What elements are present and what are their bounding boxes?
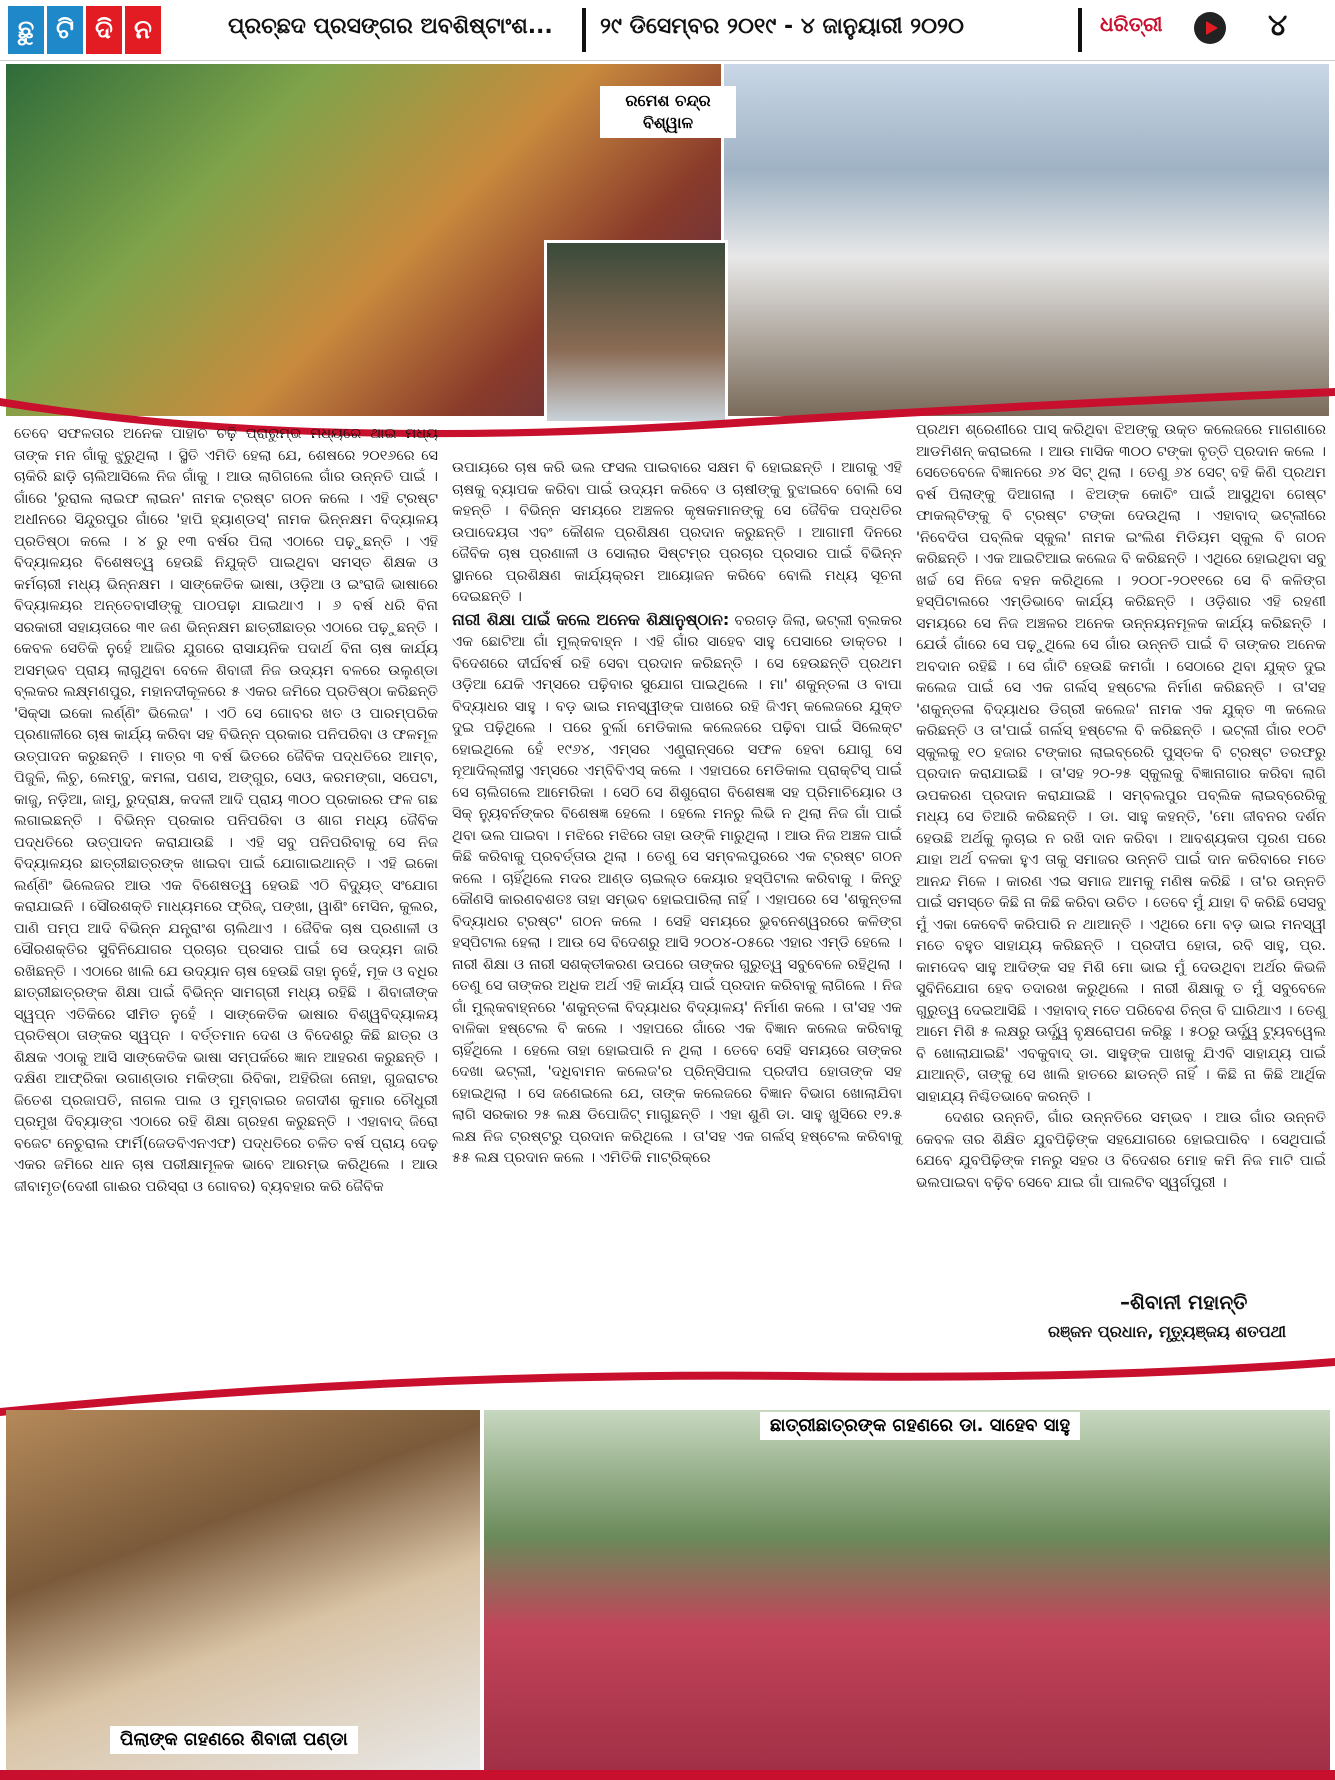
article-paragraph: ତେବେ ସଫଳତାର ଅନେକ ପାହାଚ ଚଢ଼ି ପ୍ରାରୁମ୍ଭ ମଧ୍ୟରେ ଥାଇ ମଧ୍ୟ ତାଙ୍କ ମନ ଗାଁକୁ ଝୁରୁଥିଲା । ସ୍ଥିତି ଏମିତି ହେଲା ଯେ, ଶେଷରେ ୨୦୧୬ରେ ସେ ଚାକିରି ଛାଡ଼ି ଚାଲିଆସିଲେ ନିଜ ଗାଁକୁ । ଆଉ ଲାଗିଗଲେ ଗାଁର ଉନ୍ନତି ପାଇଁ । ଗାଁରେ 'ରୁରାଲ ଲାଇଫ ଲାଇନ' ନାମକ ଟ୍ରଷ୍ଟ ଗଠନ କଲେ । ଏହି ଟ୍ରଷ୍ଟ ଅଧୀନରେ ସିନ୍ଦୁରପୁର ଗାଁରେ 'ହାପି ହ୍ୟାଣ୍ଡସ୍' ନାମକ ଭିନ୍ନକ୍ଷମ ବିଦ୍ୟାଳୟ ପ୍ରତିଷ୍ଠା କଲେ । ୪ ରୁ ୧୩ ବର୍ଷର ପିଲା ଏଠାରେ ପଢ଼ୁଛନ୍ତି । ଏହି ବିଦ୍ୟାଳୟର ବିଶେଷତ୍ୱ ହେଉଛି ନିଯୁକ୍ତି ପାଇଥିବା ସମସ୍ତ ଶିକ୍ଷକ ଓ କର୍ମଚାରୀ ମଧ୍ୟ ଭିନ୍ନକ୍ଷମ । ସାଙ୍କେତିକ ଭାଷା, ଓଡ଼ିଆ ଓ ଇଂରାଜି ଭାଷାରେ ବିଦ୍ୟାଳୟର ଅନ୍ତେବାସୀଙ୍କୁ ପାଠପଢ଼ା ଯାଇଥାଏ । ୬ ବର୍ଷ ଧରି ବିନା ସରକାରୀ ସହାୟତାରେ ୩୧ ଜଣ ଭିନ୍ନକ୍ଷମ ଛାତ୍ରୀଛାତ୍ର ଏଠାରେ ପଢ଼ୁଛନ୍ତି । କେବଳ ସେତିକି ନୁହେଁ ଆଜିର ଯୁଗରେ ରାସାୟନିକ ପଦାର୍ଥ ବିନା ଚାଷ କାର୍ଯ୍ୟ ଅସମ୍ଭବ ପ୍ରାୟ ଲାଗୁଥିବା ବେଳେ ଶିବାଜୀ ନିଜ ଉଦ୍ୟମ ବଳରେ ଉଲୁଣ୍ଡା ବ୍ଲକର ଲକ୍ଷ୍ମଣପୁର, ମହାନଦୀକୂଳରେ ୫ ଏକର ଜମିରେ ପ୍ରତିଷ୍ଠା କରିଛନ୍ତି 'ସିକ୍ସା ଇକୋ ଲର୍ଣ୍ଣିଂ ଭିଲେଜ' । ଏଠି ସେ ଗୋବର ଖତ ଓ ପାରମ୍ପରିକ ପ୍ରଣାଳୀରେ ଚାଷ କାର୍ଯ୍ୟ କରିବା ସହ ବିଭିନ୍ନ ପ୍ରକାର ପନିପରିବା ଓ ଫଳମୂଳ ଉତ୍ପାଦନ କରୁଛନ୍ତି । ମାତ୍ର ୩ ବର୍ଷ ଭିତରେ ଜୈବିକ ପଦ୍ଧତିରେ ଆମ୍ବ, ପିଜୁଳି, ଲିଚୁ, ଲେମ୍ବୁ, କମଳା, ପଣସ, ଅଙ୍ଗୁର, ସେଓ, କରମଙ୍ଗା, ସପେଟା, କାଜୁ, ନଡ଼ିଆ, ଜାମୁ, ରୁଦ୍ରାକ୍ଷ, କଦଳୀ ଆଦି ପ୍ରାୟ ୩୦୦ ପ୍ରକାରର ଫଳ ଗଛ ଲଗାଇଛନ୍ତି । ବିଭିନ୍ନ ପ୍ରକାର ପନିପରିବା ଓ ଶାଗ ମଧ୍ୟ ଜୈବିକ ପଦ୍ଧତିରେ ଉତ୍ପାଦନ କରାଯାଉଛି । ଏହି ସବୁ ପନିପରିବାକୁ ସେ ନିଜ ବିଦ୍ୟାଳୟର ଛାତ୍ରୀଛାତ୍ରଙ୍କ ଖାଇବା ପାଇଁ ଯୋଗାଇଥାନ୍ତି । ଏହି ଇକୋ ଲର୍ଣ୍ଣିଂ ଭିଲେଜର ଆଉ ଏକ ବିଶେଷତ୍ୱ ହେଉଛି ଏଠି ବିଦ୍ୟୁତ୍ ସଂଯୋଗ କରାଯାଇନି । ସୌରଶକ୍ତି ମାଧ୍ୟମରେ ଫ୍ରିଜ୍, ପଙ୍ଖା, ୱାଶିଂ ମେସିନ, କୁଲର, ପାଣି ପମ୍ପ ଆଦି ବିଭିନ୍ନ ଯନ୍ତ୍ରାଂଶ ଚାଲିଥାଏ । ଜୈବିକ ଚାଷ ପ୍ରଣାଳୀ ଓ ସୌରଶକ୍ତିର ସୁବିନିଯୋଗର ପ୍ରଚାର ପ୍ରସାର ପାଇଁ ସେ ଉଦ୍ୟମ ଜାରି ରଖିଛନ୍ତି । ଏଠାରେ ଖାଲି ଯେ ଉଦ୍ୟାନ ଚାଷ ହେଉଛି ତାହା ନୁହେଁ, ମୂକ ଓ ବଧିର ଛାତ୍ରୀଛାତ୍ରଙ୍କ ଶିକ୍ଷା ପାଇଁ ବିଭିନ୍ନ ସାମଗ୍ରୀ ମଧ୍ୟ ରହିଛି । ଶିବାଜୀଙ୍କ ସ୍ୱପ୍ନ ଏତିକିରେ ସୀମିତ ନୁହେଁ । ସାଙ୍କେତିକ ଭାଷାର ବିଶ୍ୱବିଦ୍ୟାଳୟ ପ୍ରତିଷ୍ଠା ତାଙ୍କର ସ୍ୱପ୍ନ । ବର୍ତ୍ତମାନ ଦେଶ ଓ ବିଦେଶରୁ କିଛି ଛାତ୍ର ଓ ଶିକ୍ଷକ ଏଠାକୁ ଆସି ସାଙ୍କେତିକ ଭାଷା ସମ୍ପର୍କରେ ଜ୍ଞାନ ଆହରଣ କରୁଛନ୍ତି । ଦକ୍ଷିଣ ଆଫ୍ରିକା ଉଗାଣ୍ଡାର ମକିଙ୍ଗା ରିବିକା, ଅହିରିଜା ନୋହା, ଗୁଜରାଟର ଜିତେଶ ପ୍ରଜାପତି, ନାଗଲ ପାଲ ଓ ମୁମ୍ବାଇର ଜଗଦୀଶ କୁମାର ଚୌଧୁରୀ ପ୍ରମୁଖ ଦିବ୍ୟାଙ୍ଗ ଏଠାରେ ରହି ଶିକ୍ଷା ଗ୍ରହଣ କରୁଛନ୍ତି । ଏହାବାଦ୍ ଜିରୋ ବଜେଟ ନେଚୁରାଲ ଫାର୍ମି(ଜେଡବିଏନଏଫ) ପଦ୍ଧତିରେ ଚଳିତ ବର୍ଷ ପ୍ରାୟ ଦେଢ଼ ଏକର ଜମିରେ ଧାନ ଚାଷ ପରୀକ୍ଷାମୂଳକ ଭାବେ ଆରମ୍ଭ କରିଥିଲେ । ଆଉ ଜୀବାମୃତ(ଦେଶୀ ଗାଈର ପରିସ୍ରା ଓ ଗୋବର) ବ୍ୟବହାର କରି ଜୈବିକ (14, 426, 438, 1195)
students-photo (484, 1410, 1330, 1774)
article-paragraph: ପ୍ରଥମ ଶ୍ରେଣୀରେ ପାସ୍ କରିଥିବା ଝିଅଙ୍କୁ ଉକ୍ତ କଲେଜରେ ମାଗଣାରେ ଆଡମିଶନ୍ କରାଇଲେ । ଆଉ ମାସିକ ୩୦୦ ଟଙ୍କା ବୃତ୍ତି ପ୍ରଦାନ କଲେ । ସେତେବେଳେ ବିଜ୍ଞାନରେ ୬୪ ସିଟ୍ ଥିଲା । ତେଣୁ ୬୪ ସେଟ୍ ବହି କିଣି ପ୍ରଥମ ବର୍ଷ ପିଲାଙ୍କୁ ଦିଆଗଲା । ଝିଅଙ୍କ କୋଚିଂ ପାଇଁ ଆସୁଥିବା ଗେଷ୍ଟ ଫାକଲ୍ଟିଙ୍କୁ ବି ଟ୍ରଷ୍ଟ ଟଙ୍କା ଦେଉଥିଲା । ଏହାବାଦ୍ ଭଟ୍ଲୀରେ 'ନିବେଦିତା ପବ୍ଲିକ ସ୍କୁଲ' ନାମକ ଇଂଲିଶ ମିଡିୟମ ସ୍କୁଲ ବି ଗଠନ କରିଛନ୍ତି । ଏକ ଆଇଟିଆଇ କଲେଜ ବି କରିଛନ୍ତି । ଏଥିରେ ହୋଇଥିବା ସବୁ ଖର୍ଚ୍ଚ ସେ ନିଜେ ବହନ କରିଥିଲେ । ୨୦୦୮-୨୦୧୧ରେ ସେ ବି କଳିଙ୍ଗ ହସ୍ପିଟାଲରେ ଏମ୍ଡିଭାବେ କାର୍ଯ୍ୟ କରିଛନ୍ତି । ଓଡ଼ିଶାର ଏହି ରହଣୀ ସମୟରେ ସେ ନିଜ ଅଞ୍ଚଳର ଅନେକ ଉନ୍ନୟନମୂଳକ କାର୍ଯ୍ୟ କରିଛନ୍ତି । ଯେଉଁ ଗାଁରେ ସେ ପଢ଼ୁଥିଲେ ସେ ଗାଁର ଉନ୍ନତି ପାଇଁ ବି ତାଙ୍କର ଅନେକ ଅବଦାନ ରହିଛି । ସେ ଗାଁଟି ହେଉଛି କମଗାଁ । ସେଠାରେ ଥିବା ଯୁକ୍ତ ଦୁଇ କଲେଜ ପାଇଁ ସେ ଏକ ଗର୍ଲସ୍ ହଷ୍ଟେଲ ନିର୍ମାଣ କରିଛନ୍ତି । ତା'ସହ 'ଶକୁନ୍ତଳା ବିଦ୍ୟାଧର ଡିଗ୍ରୀ କଲେଜ' ନାମକ ଏକ ଯୁକ୍ତ ୩ କଲେଜ କରିଛନ୍ତି ଓ ତା'ପାଇଁ ଗର୍ଲସ୍ ହଷ୍ଟେଲ ବି କରିଛନ୍ତି । ଭଟ୍ଲୀ ଗାଁର ୧୦ଟି ସ୍କୁଲକୁ ୧୦ ହଜାର ଟଙ୍କାର ଲାଇବ୍ରେରି ପୁସ୍ତକ ବି ଟ୍ରଷ୍ଟ ତରଫରୁ ପ୍ରଦାନ କରାଯାଇଛି । ତା'ସହ ୨୦-୨୫ ସ୍କୁଲକୁ ବିଜ୍ଞାନାଗାର କରିବା ଲାଗି ଉପକରଣ ପ୍ରଦାନ କରାଯାଇଛି । ସମ୍ବଲପୁର ପବ୍ଲିକ ଲାଇବ୍ରେରିକୁ ମଧ୍ୟ ସେ ତିଆରି କରିଛନ୍ତି । ଡା. ସାହୁ କହନ୍ତି, 'ମୋ ଜୀବନର ଦର୍ଶନ ହେଉଛି ଅର୍ଥକୁ ଲୁଚାଇ ନ ରଖି ଦାନ କରିବା । ଆବଶ୍ୟକତା ପୂରଣ ପରେ ଯାହା ଅର୍ଥ ବଳକା ହୁଏ ତାକୁ ସମାଜର ଉନ୍ନତି ପାଇଁ ଦାନ କରିବାରେ ମତେ ଆନନ୍ଦ ମିଳେ । କାରଣ ଏଇ ସମାଜ ଆମକୁ ମଣିଷ କରିଛି । ତା'ର ଉନ୍ନତି ପାଇଁ ସମସ୍ତେ କିଛି ନା କିଛି କରିବା ଉଚିତ । ତେବେ ମୁଁ ଯାହା ବି କରିଛି ସେସବୁ ମୁଁ ଏକା କେବେବି କରିପାରି ନ ଥାଆନ୍ତି । ଏଥିରେ ମୋ ବଡ଼ ଭାଇ ମନସ୍ୱୀ ମତେ ବହୁତ ସାହାଯ୍ୟ କରିଛନ୍ତି । ପ୍ରଦୀପ ହୋତା, ରବି ସାହୁ, ପ୍ର. କାମଦେବ ସାହୁ ଆଦିଙ୍କ ସହ ମିଶି ମୋ ଭାଇ ମୁଁ ଦେଉଥିବା ଅର୍ଥର କିଭଳି ସୁବିନିଯୋଗ ହେବ ତଦାରଖ କରୁଥିଲେ । ନାରୀ ଶିକ୍ଷାକୁ ତ ମୁଁ ସବୁବେଳେ ଗୁରୁତ୍ୱ ଦେଇଆସିଛି । ଏହାବାଦ୍ ମତେ ପରିବେଶ ଚିନ୍ତା ବି ଘାରିଥାଏ । ତେଣୁ ଆମେ ମିଶି ୫ ଲକ୍ଷରୁ ଊର୍ଦ୍ଧ୍ୱ ବୃକ୍ଷରୋପଣ କରିଛୁ । ୫୦ରୁ ଊର୍ଦ୍ଧ୍ୱ ଟ୍ୟୁବୱେଲ ବି ଖୋଲାଯାଇଛି' ଏବକୁବାଦ୍ ଡା. ସାହୁଙ୍କ ପାଖକୁ ଯିଏବି ସାହାଯ୍ୟ ପାଇଁ ଯାଆନ୍ତି, ତାଙ୍କୁ ସେ ଖାଲି ହାତରେ ଛାଡନ୍ତି ନାହିଁ । କିଛି ନା କିଛି ଆର୍ଥିକ ସାହାଯ୍ୟ ନିଶ୍ଚିତଭାବେ କରନ୍ତି । (916, 422, 1326, 1105)
brand-name: ଧରିତ୍ରୀ (1100, 12, 1163, 36)
divider (582, 8, 586, 52)
photo-credits: ରଞ୍ଜନ ପ୍ରଧାନ, ମୃତ୍ୟୁଞ୍ଜୟ ଶତପଥୀ (1048, 1322, 1287, 1341)
logo-letter: ନ (125, 6, 161, 54)
article-column-1 (14, 424, 438, 1198)
article-paragraph: ଉପାୟରେ ଚାଷ କରି ଭଲ ଫସଲ ପାଇବାରେ ସକ୍ଷମ ବି ହୋଇଛନ୍ତି । ଆଗକୁ ଏହି ଚାଷକୁ ବ୍ୟାପକ କରିବା ପାଇଁ ଉଦ୍ୟମ କରିବେ ଓ ଚାଷୀଙ୍କୁ ବୁଝାଇବେ ବୋଲି ସେ କହନ୍ତି । ବିଭିନ୍ନ ସମୟରେ ଅଞ୍ଚଳର କୃଷକମାନଙ୍କୁ ସେ ଜୈବିକ ପଦ୍ଧତିର ଉପାଦେୟତା ଏବଂ କୌଶଳ ପ୍ରଶିକ୍ଷଣ ପ୍ରଦାନ କରୁଛନ୍ତି । ଆଗାମୀ ଦିନରେ ଜୈବିକ ଚାଷ ପ୍ରଣାଳୀ ଓ ସୋଲାର ସିଷ୍ଟମ୍ର ପ୍ରଚାର ପ୍ରସାର ପାଇଁ ବିଭିନ୍ନ ସ୍ଥାନରେ ପ୍ରଶିକ୍ଷଣ କାର୍ଯ୍ୟକ୍ରମ ଆୟୋଜନ କରିବେ ବୋଲି ମଧ୍ୟ ସୂଚନା ଦେଇଛନ୍ତି । (452, 460, 902, 605)
article-column-2 (452, 458, 902, 1170)
children-caption: ପିଲାଙ୍କ ଗହଣରେ ଶିବାଜୀ ପଣ୍ଡା (110, 1726, 358, 1754)
article-column-3 (916, 420, 1326, 1194)
article-paragraph: ବରଗଡ଼ ଜିଲା, ଭଟ୍ଲୀ ବ୍ଲକର ଏକ ଛୋଟିଆ ଗାଁ ମୁଲ୍କବାହ୍ନ । ଏହି ଗାଁର ସାହେବ ସାହୁ ପେସାରେ ଡାକ୍ତର । ବିଦେଶରେ ଦୀର୍ଘବର୍ଷ ରହି ସେବା ପ୍ରଦାନ କରିଛନ୍ତି । ସେ ହେଉଛନ୍ତି ପ୍ରଥମ ଓଡ଼ିଆ ଯେକି ଏମ୍ସରେ ପଢ଼ିବାର ସୁଯୋଗ ପାଇଥିଲେ । ମା' ଶକୁନ୍ତଳା ଓ ବାପା ବିଦ୍ୟାଧର ସାହୁ । ବଡ଼ ଭାଇ ମନସ୍ୱୀଙ୍କ ପାଖରେ ରହି ଜିଏମ୍ କଲେଜରେ ଯୁକ୍ତ ଦୁଇ ପଢ଼ିଥିଲେ । ପରେ ବୁର୍ଲା ମେଡିକାଲ କଲେଜରେ ପଢ଼ିବା ପାଇଁ ସିଲେକ୍ଟ ହୋଇଥିଲେ ହେଁ ୧୯୬୪, ଏମ୍ସର ଏଣ୍ଟ୍ରାନ୍ସରେ ସଫଳ ହେବା ଯୋଗୁ ସେ ନୂଆଦିଲ୍ଲୀସ୍ଥ ଏମ୍ସରେ ଏମ୍ବିବିଏସ୍ କଲେ । ଏହାପରେ ମେଡିକାଲ ପ୍ରାକ୍ଟିସ୍ ପାଇଁ ସେ ଚାଲିଗଲେ ଆମେରିକା । ସେଠି ସେ ଶିଶୁରୋଗ ବିଶେଷଜ୍ଞ ସହ ପ୍ରିମାଚିୟୋର ଓ ସିକ୍ ନ୍ୟୁବର୍ନଙ୍କର ବିଶେଷଜ୍ଞ ହେଲେ । ହେଲେ ମନରୁ ଲିଭି ନ ଥିଲା ନିଜ ଗାଁ ପାଇଁ ଥିବା ଭଲ ପାଇବା । ମଝିରେ ମଝିରେ ତାହା ଉଙ୍କି ମାରୁଥିଲା । ଆଉ ନିଜ ଅଞ୍ଚଳ ପାଇଁ କିଛି କରିବାକୁ ପ୍ରବର୍ତ୍ତାଉ ଥିଲା । ତେଣୁ ସେ ସମ୍ବଲପୁରରେ ଏକ ଟ୍ରଷ୍ଟ ଗଠନ କଲେ । ଚାହିଁଥିଲେ ମଦର ଆଣ୍ଡ ଚାଇଲ୍ଡ କେୟାର ହସ୍ପିଟାଲ କରିବାକୁ । କିନ୍ତୁ କୌଣସି କାରଣବଶତଃ ତାହା ସମ୍ଭବ ହୋଇପାରିଲା ନାହିଁ । ଏହାପରେ ସେ 'ଶକୁନ୍ତଳା ବିଦ୍ୟାଧର ଟ୍ରଷ୍ଟ' ଗଠନ କଲେ । ସେହି ସମୟରେ ଭୁବନେଶ୍ୱରରେ କଳିଙ୍ଗ ହସ୍ପିଟାଲ ହେଲା । ଆଉ ସେ ବିଦେଶରୁ ଆସି ୨୦୦୪-୦୫ରେ ଏହାର ଏମ୍ଡି ହେଲେ । ନାରୀ ଶିକ୍ଷା ଓ ନାରୀ ସଶକ୍ତୀକରଣ ଉପରେ ତାଙ୍କର ଗୁରୁତ୍ୱ ସବୁବେଳେ ରହିଥିଲା । ତେଣୁ ସେ ତାଙ୍କର ଅଧିକ ଅର୍ଥ ଏହି କାର୍ଯ୍ୟ ପାଇଁ ପ୍ରଦାନ କରିବାକୁ ଲାଗିଲେ । ନିଜ ଗାଁ ମୁଲ୍କବାହ୍ନରେ 'ଶକୁନ୍ତଳା ବିଦ୍ୟାଧର ବିଦ୍ୟାଳୟ' ନିର୍ମାଣ କଲେ । ତା'ସହ ଏକ ବାଳିକା ହଷ୍ଟେଲ ବି କଲେ । ଏହାପରେ ଗାଁରେ ଏକ ବିଜ୍ଞାନ କଲେଜ କରିବାକୁ ଚାହିଁଥିଲେ । ହେଲେ ତାହା ହୋଇପାରି ନ ଥିଲା । ତେବେ ସେହି ସମୟରେ ତାଙ୍କର ଦେଖା ଭଟ୍ଲୀ, 'ଦଧିବାମନ କଲେଜ'ର ପ୍ରିନ୍ସିପାଲ ପ୍ରଦୀପ ହୋତାଙ୍କ ସହ ହୋଇଥିଲା । ସେ ଜଣେଇଲେ ଯେ, ତାଙ୍କ କଲେଜରେ ବିଜ୍ଞାନ ବିଭାଗ ଖୋଲାଯିବା ଲାଗି ସରକାର ୨୫ ଲକ୍ଷ ଡିପୋଜିଟ୍ ମାଗୁଛନ୍ତି । ଏହା ଶୁଣି ଡା. ସାହୁ ଖୁସିରେ ୧୨.୫ ଲକ୍ଷ ନିଜ ଟ୍ରଷ୍ଟରୁ ପ୍ରଦାନ କରିଥିଲେ । ତା'ସହ ଏକ ଗର୍ଲସ୍ ହଷ୍ଟେଲ କରିବାକୁ ୫୫ ଲକ୍ଷ ପ୍ରଦାନ କଲେ । ଏମିତିକି ମାଟ୍ରିକ୍ରେ (452, 612, 903, 1166)
masthead (0, 0, 1335, 61)
byline: –ଶିବାନୀ ମହାନ୍ତି (1120, 1290, 1248, 1314)
logo-letter: ଟି (47, 6, 83, 54)
children-photo (6, 1410, 480, 1774)
play-icon (1194, 12, 1226, 44)
logo-letter: ଦି (86, 6, 122, 54)
subheading: ନାରୀ ଶିକ୍ଷା ପାଇଁ କଲେ ଅନେକ ଶିକ୍ଷାନୁଷ୍ଠାନ: (452, 609, 730, 629)
section-title: ପ୍ରଚ୍ଛଦ ପ୍ରସଙ୍ଗର ଅବଶିଷ୍ଟାଂଶ... (228, 14, 553, 39)
page-number: ୪ (1268, 8, 1288, 43)
article-paragraph: ଦେଶର ଉନ୍ନତି, ଗାଁର ଉନ୍ନତିରେ ସମ୍ଭବ । ଆଉ ଗାଁର ଉନ୍ନତି କେବଳ ତାର ଶିକ୍ଷିତ ଯୁବପିଢ଼ିଙ୍କ ସହଯୋଗରେ ହୋଇପାରିବ । ସେଥିପାଇଁ ଯେବେ ଯୁବପିଢ଼ିଙ୍କ ମନରୁ ସହର ଓ ବିଦେଶର ମୋହ କମି ନିଜ ମାଟି ପାଇଁ ଭଲପାଇବା ବଢ଼ିବ ସେବେ ଯାଇ ଗାଁ ପାଲଟିବ ସ୍ୱର୍ଗପୁରୀ । (916, 1110, 1326, 1191)
students-caption: ଛାତ୍ରୀଛାତ୍ରଙ୍କ ଗହଣରେ ଡା. ସାହେବ ସାହୁ (760, 1412, 1080, 1440)
issue-dates: ୨୯ ଡିସେମ୍ବର ୨୦୧୯ - ୪ ଜାନୁୟାରୀ ୨୦୨୦ (600, 14, 964, 39)
logo-letter: ଛୁ (8, 6, 44, 54)
divider (1078, 8, 1082, 52)
red-swoosh (0, 1358, 1335, 1418)
portrait-caption: ରମେଶ ଚନ୍ଦ୍ର ବିଶ୍ୱାଳ (600, 86, 736, 138)
bottom-bar (0, 1770, 1335, 1780)
newspaper-logo (8, 6, 161, 54)
group-photo (724, 64, 1329, 416)
